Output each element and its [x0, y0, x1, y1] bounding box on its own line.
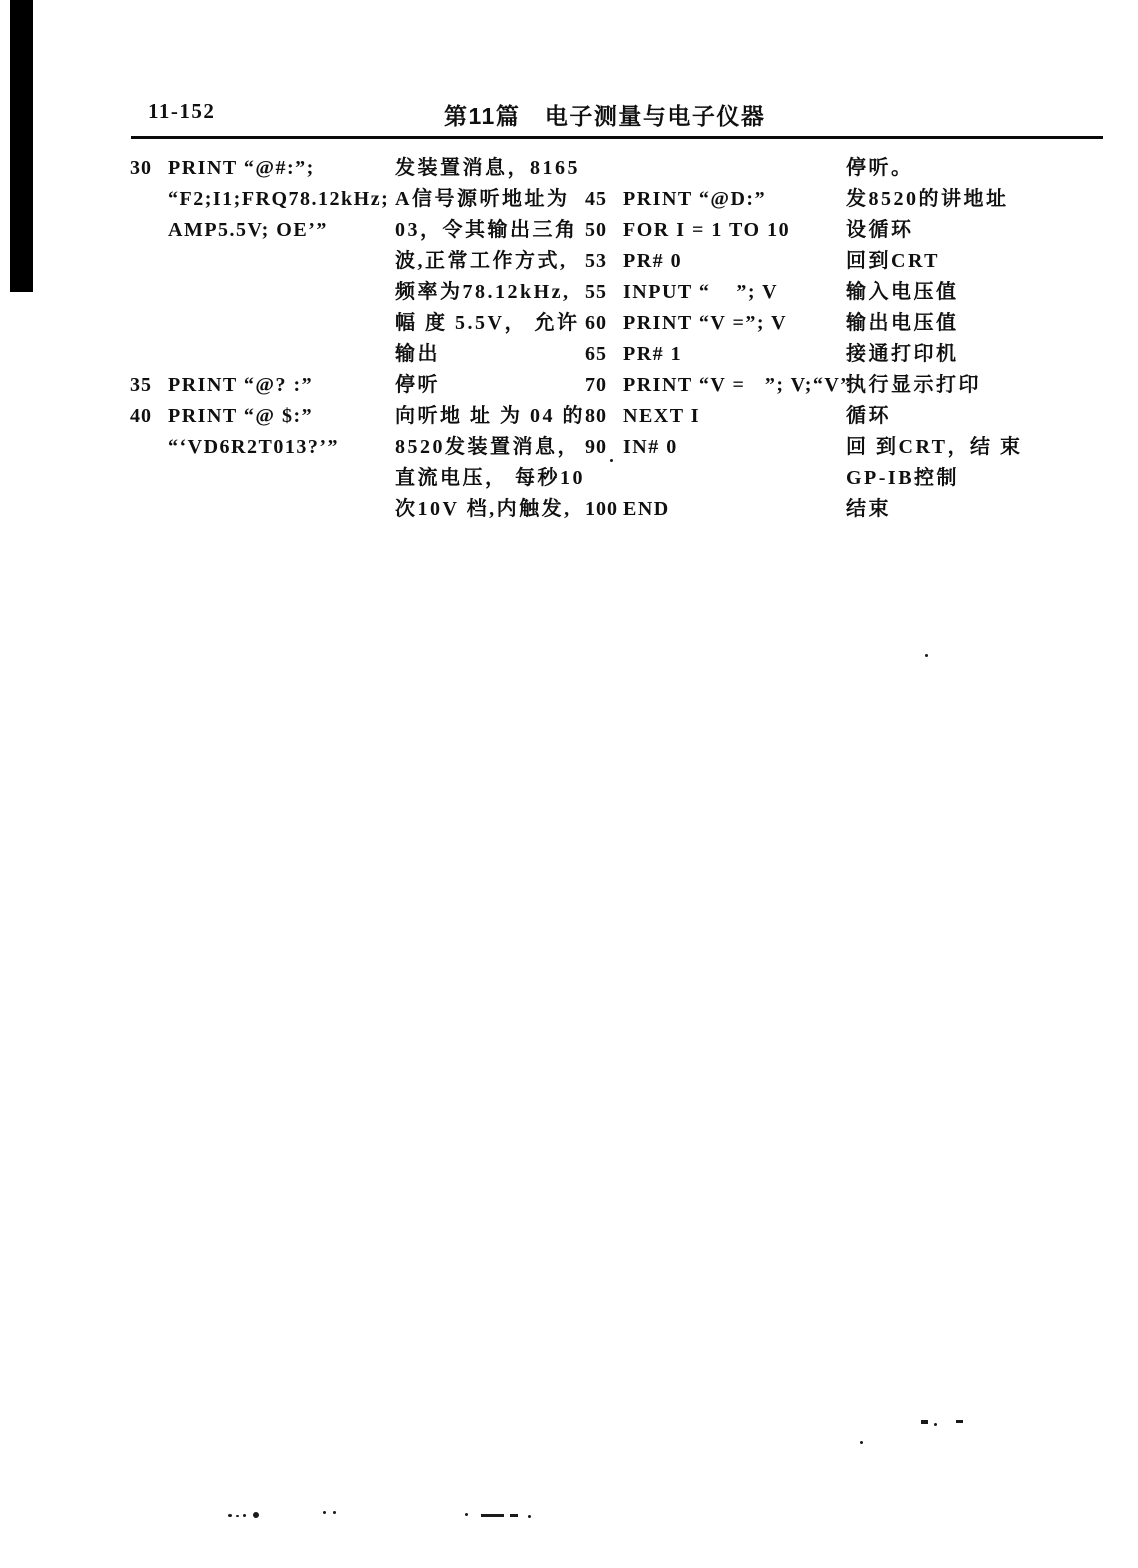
code-text: AMP5.5V; OE’” — [168, 219, 328, 241]
scan-speck — [921, 1420, 928, 1424]
comment-text: 输入电压值 — [846, 281, 959, 303]
code-line — [585, 463, 853, 494]
line-number: 30 — [130, 157, 152, 179]
comment-text: 停听 — [395, 374, 440, 396]
code-line — [130, 184, 398, 215]
code-text: PR# 1 — [623, 343, 683, 365]
code-line — [130, 401, 398, 432]
code-line — [585, 432, 853, 463]
code-line — [130, 370, 398, 401]
code-text: “‘VD6R2T013?’” — [168, 436, 339, 458]
comment-text: 幅 度 5.5V， 允许 — [395, 312, 580, 334]
code-text: FOR I = 1 TO 10 — [623, 219, 791, 241]
code-text: PRINT “V =”; V — [623, 312, 788, 334]
comment-text: 循环 — [846, 405, 891, 427]
comment-text: A信号源听地址为 — [395, 188, 570, 210]
scan-speck — [253, 1512, 259, 1518]
comment-text: 8520发装置消息， — [395, 436, 580, 458]
code-text: PRINT “@#:”; — [168, 157, 315, 179]
scan-speck — [243, 1514, 246, 1517]
code-line — [585, 401, 853, 432]
code-line — [585, 494, 853, 525]
code-line — [130, 246, 398, 277]
code-line — [585, 153, 853, 184]
code-text: “F2;I1;FRQ78.12kHz; — [168, 188, 390, 210]
code-line — [130, 432, 398, 463]
comment-text: 发8520的讲地址 — [846, 188, 1009, 210]
scan-speck — [228, 1514, 232, 1517]
comment-text: 执行显示打印 — [846, 374, 981, 396]
code-line — [130, 339, 398, 370]
scan-bar-artifact — [10, 0, 33, 292]
comment-text: 向听地 址 为 04 的 — [395, 405, 585, 427]
code-line — [585, 370, 853, 401]
line-number: 60 — [585, 312, 607, 334]
scan-speck — [860, 1441, 863, 1444]
scan-speck — [925, 654, 928, 657]
comment-text: 接通打印机 — [846, 343, 959, 365]
comment-text: 波,正常工作方式, — [395, 250, 568, 272]
comment-text: GP-IB控制 — [846, 467, 960, 489]
scan-speck — [323, 1511, 326, 1514]
code-text: PRINT “V = ”; V;“V” — [623, 374, 852, 396]
line-number: 40 — [130, 405, 152, 427]
code-line — [585, 215, 853, 246]
code-line — [130, 277, 398, 308]
scan-speck — [510, 1514, 518, 1517]
comment-text: 03，令其输出三角 — [395, 219, 578, 241]
code-text: PRINT “@? :” — [168, 374, 314, 396]
chapter-header: 第11篇 电子测量与电子仪器 — [444, 103, 766, 129]
scan-speck — [956, 1420, 963, 1423]
code-text: PRINT “@D:” — [623, 188, 767, 210]
comment-text: 回到CRT — [846, 250, 941, 272]
comment-text: 发装置消息，8165 — [395, 157, 580, 179]
code-line — [585, 339, 853, 370]
code-line — [130, 153, 398, 184]
code-line — [585, 246, 853, 277]
scan-speck — [934, 1423, 937, 1426]
code-text: NEXT I — [623, 405, 700, 427]
scan-speck — [481, 1514, 504, 1517]
scan-speck — [610, 459, 613, 462]
code-line — [130, 494, 398, 525]
page-number: 11-152 — [148, 99, 216, 123]
comment-text: 频率为78.12kHz, — [395, 281, 571, 303]
line-number: 80 — [585, 405, 607, 427]
code-line — [585, 277, 853, 308]
line-number: 50 — [585, 219, 607, 241]
comment-column-right — [846, 153, 1046, 525]
code-line — [585, 184, 853, 215]
scan-speck — [465, 1513, 468, 1516]
code-text: INPUT “ ”; V — [623, 281, 779, 303]
code-text: PR# 0 — [623, 250, 683, 272]
code-column-left — [130, 153, 398, 525]
code-column-right — [585, 153, 853, 525]
line-number: 90 — [585, 436, 607, 458]
comment-text: 结束 — [846, 498, 891, 520]
comment-text: 回 到CRT，结 束 — [846, 436, 1023, 458]
comment-text: 次10V 档,内触发, — [395, 498, 572, 520]
line-number: 100 — [585, 498, 618, 520]
line-number: 35 — [130, 374, 152, 396]
code-line — [130, 308, 398, 339]
code-line — [130, 463, 398, 494]
line-number: 55 — [585, 281, 607, 303]
comment-text: 输出电压值 — [846, 312, 959, 334]
scan-speck — [528, 1515, 531, 1518]
scan-speck — [333, 1511, 336, 1514]
line-number: 53 — [585, 250, 607, 272]
code-line — [130, 215, 398, 246]
scan-speck — [236, 1515, 239, 1517]
line-number: 65 — [585, 343, 607, 365]
code-text: PRINT “@ $:” — [168, 405, 314, 427]
comment-text: 输出 — [395, 343, 440, 365]
code-text: END — [623, 498, 670, 520]
comment-text: 直流电压， 每秒10 — [395, 467, 585, 489]
header-rule — [131, 136, 1103, 139]
code-text: IN# 0 — [623, 436, 678, 458]
line-number: 70 — [585, 374, 607, 396]
comment-text: 设循环 — [846, 219, 914, 241]
code-line — [585, 308, 853, 339]
line-number: 45 — [585, 188, 607, 210]
comment-column-left — [395, 153, 617, 525]
comment-text: 停听。 — [846, 157, 914, 179]
